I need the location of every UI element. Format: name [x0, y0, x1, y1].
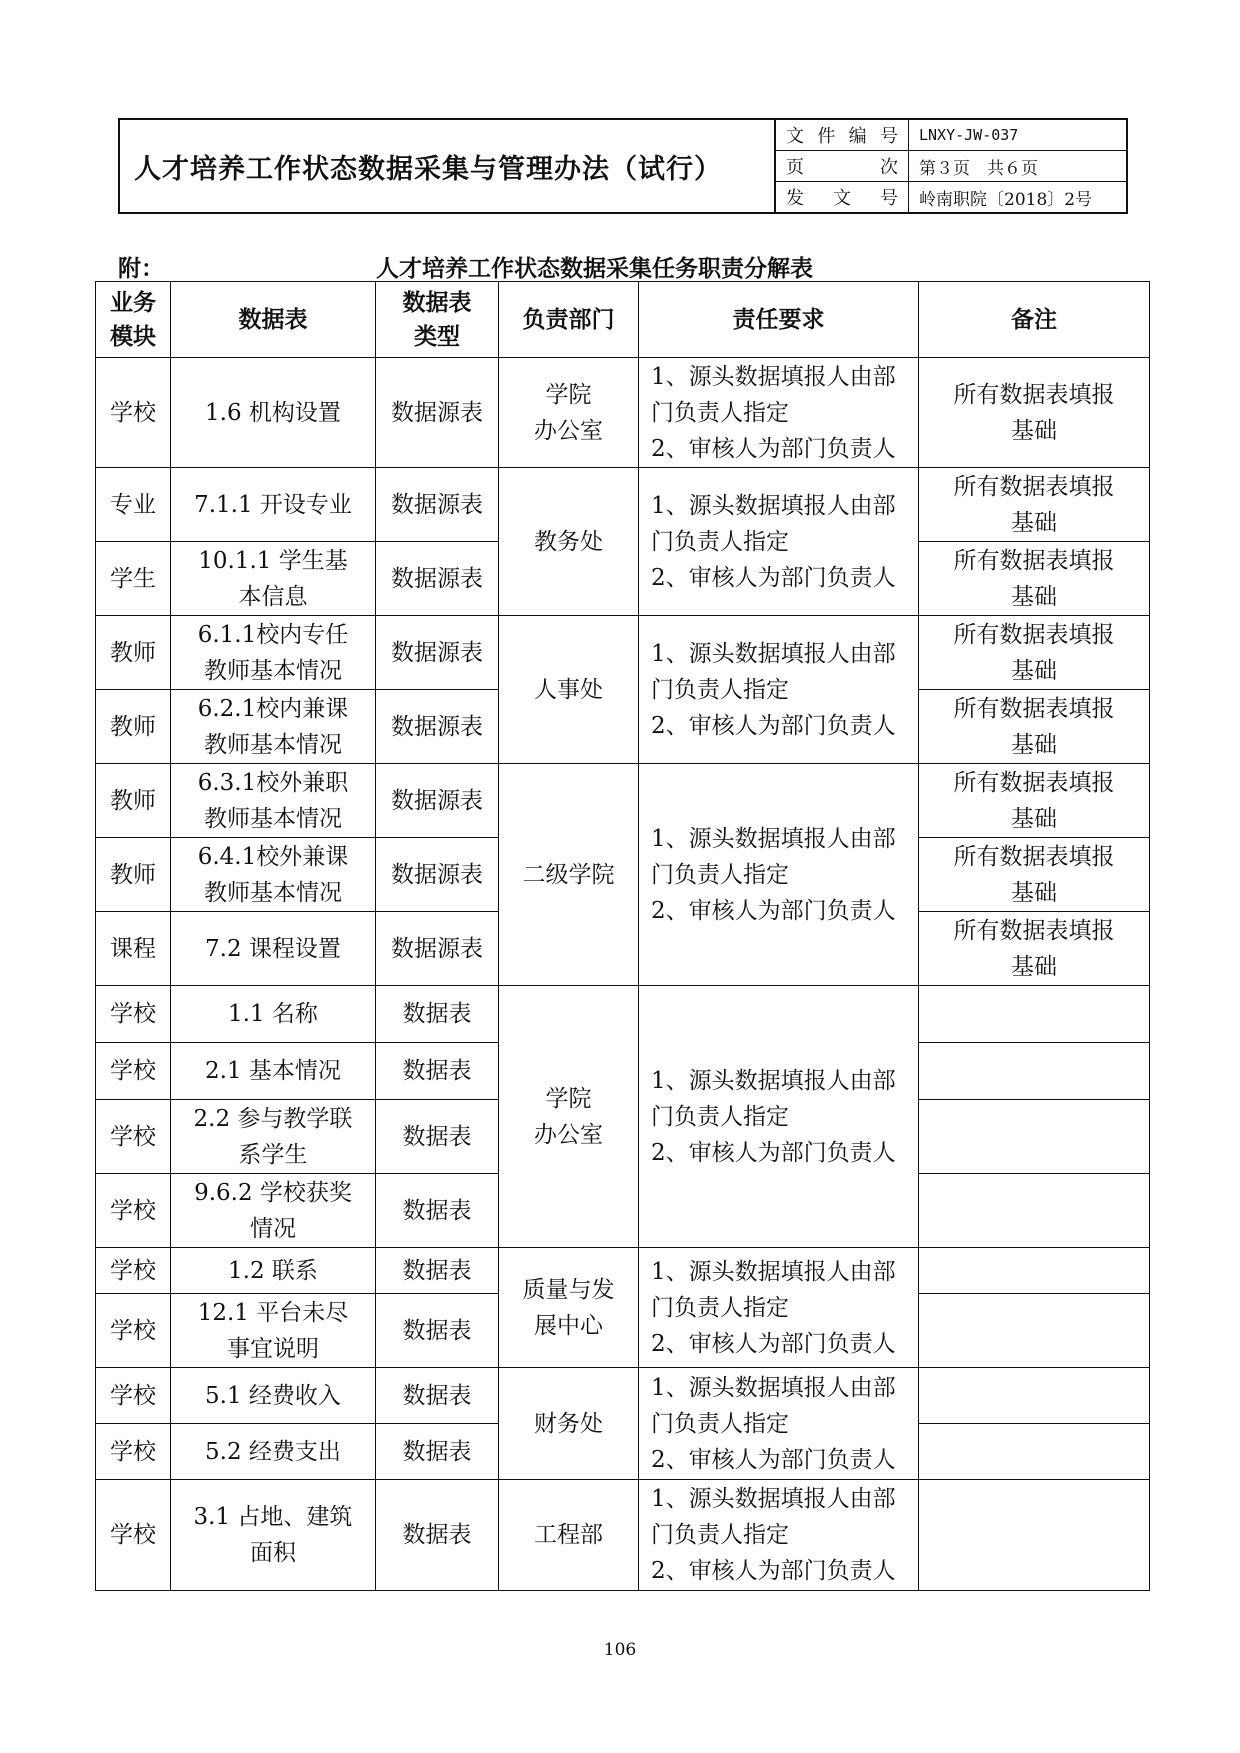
- cell-datatable: 6.3.1校外兼职 教师基本情况: [171, 764, 376, 838]
- cell-module: 学校: [96, 1043, 171, 1100]
- meta-row-issue-number: [776, 181, 1126, 212]
- cell-note: 所有数据表填报 基础: [919, 542, 1150, 616]
- cell-type: 数据表: [376, 1294, 499, 1368]
- meta-label-doc-number: 文 件 编 号: [786, 126, 898, 147]
- table-row: [96, 1248, 1150, 1294]
- cell-datatable: 2.2 参与教学联 系学生: [171, 1100, 376, 1174]
- attachment-label: 附：: [118, 256, 164, 282]
- cell-requirement: 1、源头数据填报人由部 门负责人指定 2、审核人为部门负责人: [639, 1248, 919, 1368]
- table-row: [96, 1480, 1150, 1591]
- cell-dept: 人事处: [499, 616, 639, 764]
- document-header: [118, 118, 1128, 214]
- cell-type: 数据源表: [376, 468, 499, 542]
- cell-module: 学校: [96, 1248, 171, 1294]
- table-row: [96, 1368, 1150, 1424]
- cell-dept: 教务处: [499, 468, 639, 616]
- header-module: 业务 模块: [96, 282, 171, 358]
- cell-datatable: 1.6 机构设置: [171, 358, 376, 468]
- cell-module: 教师: [96, 616, 171, 690]
- cell-dept: 学院 办公室: [499, 986, 639, 1248]
- cell-module: 学校: [96, 1100, 171, 1174]
- cell-type: 数据源表: [376, 838, 499, 912]
- cell-module: 课程: [96, 912, 171, 986]
- cell-note: [919, 1100, 1150, 1174]
- cell-datatable: 6.2.1校内兼课 教师基本情况: [171, 690, 376, 764]
- table-row: [96, 468, 1150, 542]
- cell-note: 所有数据表填报 基础: [919, 468, 1150, 542]
- cell-requirement: 1、源头数据填报人由部 门负责人指定 2、审核人为部门负责人: [639, 468, 919, 616]
- cell-dept: 财务处: [499, 1368, 639, 1480]
- meta-label-page: 页 次: [786, 157, 898, 178]
- responsibility-table: [95, 281, 1150, 1591]
- meta-value-doc-number: LNXY-JW-037: [919, 126, 1019, 144]
- cell-requirement: 1、源头数据填报人由部 门负责人指定 2、审核人为部门负责人: [639, 358, 919, 468]
- cell-module: 学校: [96, 1480, 171, 1591]
- cell-datatable: 6.1.1校内专任 教师基本情况: [171, 616, 376, 690]
- header-type: 数据表 类型: [376, 282, 499, 358]
- cell-note: 所有数据表填报 基础: [919, 690, 1150, 764]
- cell-module: 教师: [96, 690, 171, 764]
- cell-type: 数据表: [376, 1043, 499, 1100]
- header-datatable: 数据表: [171, 282, 376, 358]
- table-caption: [118, 248, 1128, 284]
- document-meta: [776, 120, 1126, 212]
- cell-type: 数据表: [376, 1100, 499, 1174]
- cell-type: 数据源表: [376, 542, 499, 616]
- cell-requirement: 1、源头数据填报人由部 门负责人指定 2、审核人为部门负责人: [639, 1480, 919, 1591]
- cell-module: 学校: [96, 1174, 171, 1248]
- table-row: [96, 986, 1150, 1043]
- cell-type: 数据表: [376, 986, 499, 1043]
- cell-datatable: 2.1 基本情况: [171, 1043, 376, 1100]
- cell-datatable: 9.6.2 学校获奖 情况: [171, 1174, 376, 1248]
- cell-type: 数据源表: [376, 690, 499, 764]
- header-dept: 负责部门: [499, 282, 639, 358]
- cell-module: 学校: [96, 1368, 171, 1424]
- cell-note: [919, 1043, 1150, 1100]
- cell-datatable: 5.2 经费支出: [171, 1424, 376, 1480]
- cell-note: [919, 1174, 1150, 1248]
- cell-module: 学校: [96, 986, 171, 1043]
- cell-type: 数据源表: [376, 764, 499, 838]
- cell-datatable: 12.1 平台未尽 事宜说明: [171, 1294, 376, 1368]
- page-number: 106: [603, 1640, 637, 1660]
- cell-datatable: 5.1 经费收入: [171, 1368, 376, 1424]
- meta-row-page: [776, 150, 1126, 181]
- cell-dept: 质量与发 展中心: [499, 1248, 639, 1368]
- document-title: 人才培养工作状态数据采集与管理办法（试行）: [120, 120, 776, 212]
- cell-note: [919, 1248, 1150, 1294]
- cell-module: 学校: [96, 1294, 171, 1368]
- cell-type: 数据源表: [376, 358, 499, 468]
- cell-module: 教师: [96, 838, 171, 912]
- cell-dept: 学院 办公室: [499, 358, 639, 468]
- cell-note: [919, 1424, 1150, 1480]
- cell-module: 学校: [96, 1424, 171, 1480]
- cell-note: [919, 986, 1150, 1043]
- cell-note: [919, 1368, 1150, 1424]
- cell-type: 数据表: [376, 1480, 499, 1591]
- cell-note: 所有数据表填报 基础: [919, 912, 1150, 986]
- cell-datatable: 7.1.1 开设专业: [171, 468, 376, 542]
- cell-note: 所有数据表填报 基础: [919, 616, 1150, 690]
- table-row: [96, 764, 1150, 838]
- cell-note: [919, 1294, 1150, 1368]
- cell-datatable: 6.4.1校外兼课 教师基本情况: [171, 838, 376, 912]
- cell-type: 数据源表: [376, 912, 499, 986]
- cell-datatable: 1.2 联系: [171, 1248, 376, 1294]
- meta-row-doc-number: [776, 120, 1126, 150]
- cell-datatable: 3.1 占地、建筑 面积: [171, 1480, 376, 1591]
- cell-module: 教师: [96, 764, 171, 838]
- cell-note: 所有数据表填报 基础: [919, 764, 1150, 838]
- cell-dept: 工程部: [499, 1480, 639, 1591]
- meta-value-page: 第３页 共６页: [919, 158, 1038, 179]
- cell-module: 专业: [96, 468, 171, 542]
- cell-datatable: 1.1 名称: [171, 986, 376, 1043]
- header-requirement: 责任要求: [639, 282, 919, 358]
- cell-type: 数据表: [376, 1248, 499, 1294]
- cell-requirement: 1、源头数据填报人由部 门负责人指定 2、审核人为部门负责人: [639, 764, 919, 986]
- cell-module: 学生: [96, 542, 171, 616]
- meta-value-issue-number: 岭南职院〔2018〕2号: [919, 189, 1093, 210]
- cell-type: 数据表: [376, 1174, 499, 1248]
- cell-note: 所有数据表填报 基础: [919, 838, 1150, 912]
- cell-datatable: 7.2 课程设置: [171, 912, 376, 986]
- table-title: 人才培养工作状态数据采集任务职责分解表: [376, 256, 813, 282]
- header-note: 备注: [919, 282, 1150, 358]
- table-header-row: [96, 282, 1150, 358]
- cell-datatable: 10.1.1 学生基 本信息: [171, 542, 376, 616]
- cell-note: [919, 1480, 1150, 1591]
- cell-requirement: 1、源头数据填报人由部 门负责人指定 2、审核人为部门负责人: [639, 986, 919, 1248]
- cell-type: 数据源表: [376, 616, 499, 690]
- cell-note: 所有数据表填报 基础: [919, 358, 1150, 468]
- meta-label-issue-number: 发 文 号: [786, 188, 898, 209]
- cell-module: 学校: [96, 358, 171, 468]
- cell-requirement: 1、源头数据填报人由部 门负责人指定 2、审核人为部门负责人: [639, 1368, 919, 1480]
- table-row: [96, 358, 1150, 468]
- table-row: [96, 616, 1150, 690]
- cell-type: 数据表: [376, 1424, 499, 1480]
- cell-dept: 二级学院: [499, 764, 639, 986]
- cell-type: 数据表: [376, 1368, 499, 1424]
- cell-requirement: 1、源头数据填报人由部 门负责人指定 2、审核人为部门负责人: [639, 616, 919, 764]
